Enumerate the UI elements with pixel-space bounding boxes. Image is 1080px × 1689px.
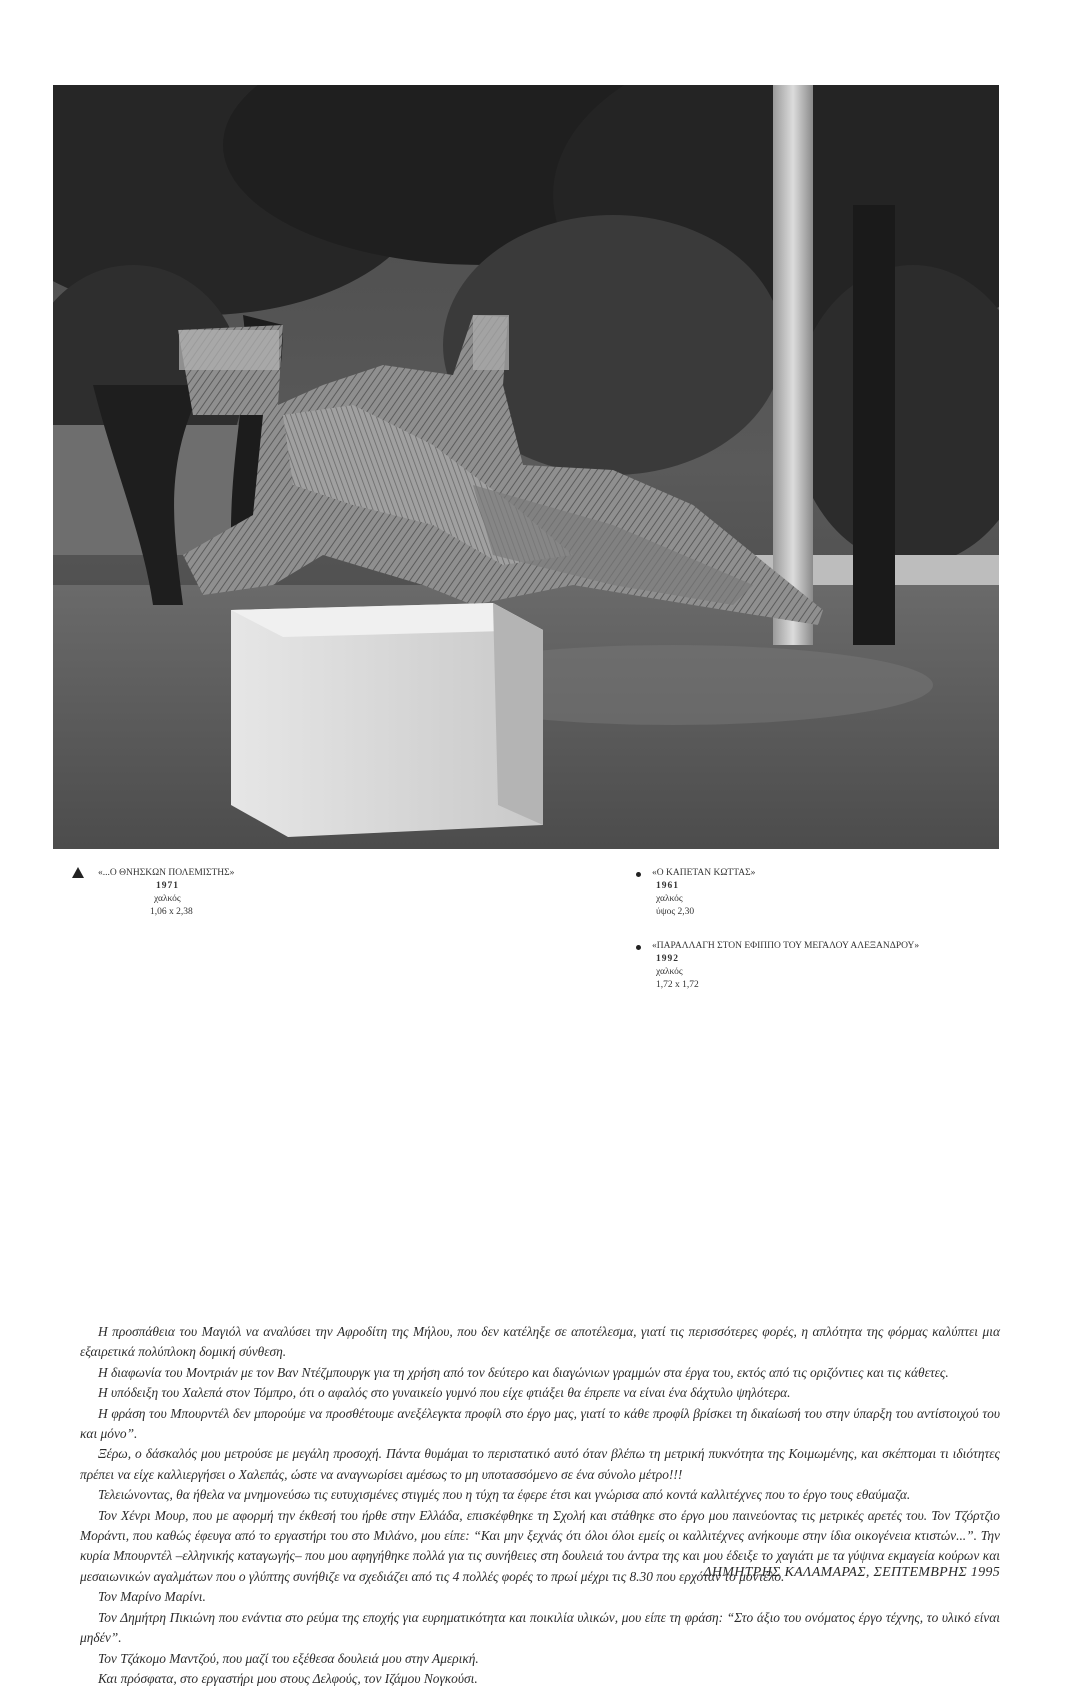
bullet-icon: [636, 945, 641, 950]
paragraph: Η υπόδειξη του Χαλεπά στον Τόμπρο, ότι ο αφαλός στο γυναικείο γυμνό που είχε φτιάξει θα έπρεπε να είναι ένα δάχτυλο ψηλότερα.: [98, 1385, 791, 1401]
caption-right-1-year: 1961: [656, 881, 679, 891]
paragraph: Τελειώνοντας, θα ήθελα να μνημονεύσω τις ευτυχισμένες στιγμές που η τύχη τα έφερε έτσι και γνώρισα από κοντά καλλιτέχνες που το έργο τους εθαύμαζα.: [98, 1487, 911, 1503]
caption-left-material: χαλκός: [154, 894, 181, 904]
caption-right-1-title: «Ο ΚΑΠΕΤΑΝ ΚΩΤΤΑΣ»: [652, 868, 756, 878]
sculpture-photo-art: [53, 85, 999, 849]
paragraph: Και πρόσφατα, στο εργαστήρι μου στους Δελφούς, τον Ιζάμου Νογκούσι.: [98, 1670, 478, 1686]
author-signature: ΔΗΜΗΤΡΗΣ ΚΑΛΑΜΑΡΑΣ, ΣΕΠΤΕΜΒΡΗΣ 1995: [703, 1565, 1000, 1580]
caption-right-2: [652, 940, 1042, 992]
caption-right-1-size: ύψος 2,30: [656, 907, 695, 917]
paragraph: Η φράση του Μπουρντέλ δεν μπορούμε να προσθέτουμε ανεξέλεγκτα προφίλ στο έργο μας, γιατί το κάθε προφίλ βρίσκει τη δικαίωσή του στην ύπαρξη του αντίστοιχού του και μόνο”.: [80, 1405, 1000, 1442]
paragraph: Τον Μαρίνο Μαρίνι.: [98, 1589, 206, 1605]
bullet-icon: [636, 872, 641, 877]
caption-left-year: 1971: [156, 881, 179, 891]
paragraph: Η διαφωνία του Μοντριάν με τον Βαν Ντέζμπουργκ για τη χρήση από τον δεύτερο και διαγώνιων γραμμών στα έργα του, εκτός από τις οριζόντιες και τις κάθετες.: [98, 1364, 949, 1380]
paragraph: Η προσπάθεια του Μαγιόλ να αναλύσει την Αφροδίτη της Μήλου, που δεν κατέληξε σε αποτέλεσμα, γιατί τις περισσότερες φορές, η απλότητα της φόρμας καλύπτει μια εξαιρετικά πολύπλοκη δομική σύνθεση.: [80, 1324, 1000, 1360]
caption-right-1-material: χαλκός: [656, 894, 683, 904]
sculpture-photo: [53, 85, 999, 849]
caption-right-2-year: 1992: [656, 954, 679, 964]
caption-left-size: 1,06 x 2,38: [150, 907, 193, 917]
caption-left-title: «...Ο ΘΝΗΣΚΩΝ ΠΟΛΕΜΙΣΤΗΣ»: [98, 868, 235, 878]
caption-right-2-material: χαλκός: [656, 967, 683, 977]
caption-right-2-title: «ΠΑΡΑΛΛΑΓΗ ΣΤΟΝ ΕΦΙΠΠΟ ΤΟΥ ΜΕΓΑΛΟΥ ΑΛΕΞΑΝΔΡΟΥ»: [652, 941, 920, 951]
triangle-marker-icon: [72, 867, 84, 878]
paragraph: Τον Δημήτρη Πικιώνη που ενάντια στο ρεύμα της εποχής για ευρηματικότητα και ποικιλία υλικών, μου είπε τη φράση: “Στο άξιο του ονόματος έργο τέχνης, το υλικό είναι μηδέν”.: [80, 1609, 1000, 1646]
caption-right-2-size: 1,72 x 1,72: [656, 980, 699, 990]
caption-left: [98, 867, 358, 919]
paragraph: Ξέρω, ο δάσκαλός μου μετρούσε με μεγάλη προσοχή. Πάντα θυμάμαι το περιστατικό αυτό όταν βλέπω τη μετρική πυκνότητα της Κοιμωμένης, και σκέπτομαι τι ιδιότητες πρέπει να είχε καλλιεργήσει ο Χαλεπάς, ώστε να αναγνωρίσει αμέσως το μη υποτασσόμενο σε ένα σύνολο μέτρο!!!: [80, 1446, 1000, 1482]
paragraph: Τον Τζάκομο Μαντζού, που μαζί του εξέθεσα δουλειά μου στην Αμερική.: [98, 1650, 479, 1666]
caption-right-1: [652, 867, 1012, 919]
article-body: [80, 1322, 1000, 1689]
paragraph: Τον Χένρι Μουρ, που με αφορμή την έκθεσή του ήρθε στην Ελλάδα, επισκέφθηκε τη Σχολή και στάθηκε στο έργο μου παινεύοντας τις μετρικές αρετές του. Τον Τζόρτζιο Μοράντι, που καθώς έφευγα από το εργαστήρι του στο Μιλάνο, μου είπε: “Και μην ξεχνάς ότι όλοι όλοι εμείς οι καλλιτέχνες ανήκουμε στην ίδια οικογένεια κτιστών...”. Την κυρία Μπουρντέλ –ελληνικής καταγωγής– που μου αφηγήθηκε πολλά για τις συνήθειες στη δουλειά του άντρα της και μου έδειξε το χαγιάτι με τα γύψινα εκμαγεία κούρων και μεσαιωνικών αγαλμάτων που ο γλύπτης συνήθιζε να σχεδιάζει από τις 4 πολλές φορές το πρωί μέχρι τις 8.30 που ερχόταν το μοντέλο.: [80, 1507, 1000, 1584]
